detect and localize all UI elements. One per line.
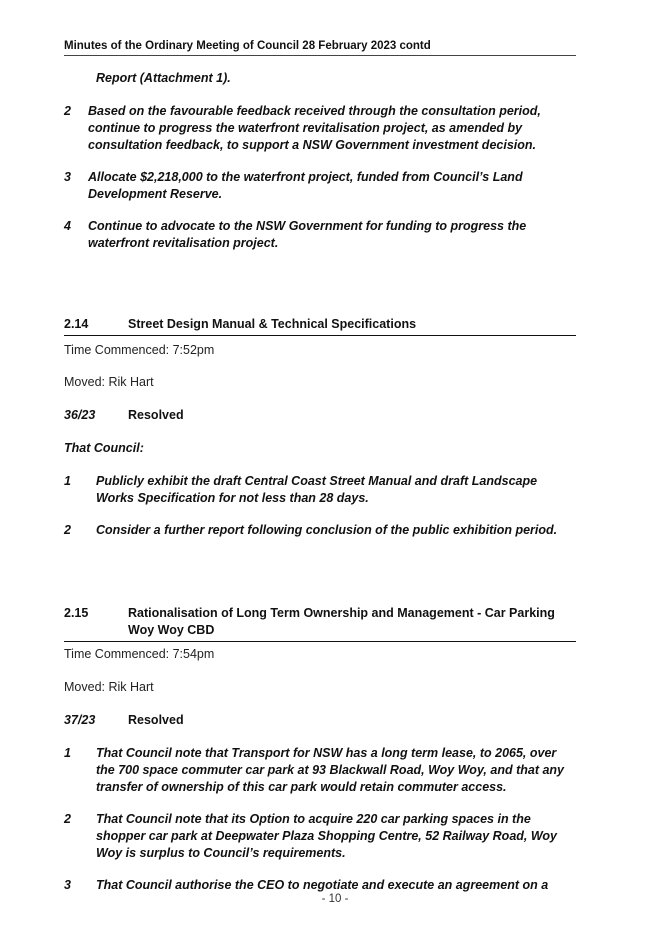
list-item-text: Allocate $2,218,000 to the waterfront project, funded from Council’s Land Development Reserve. bbox=[88, 170, 523, 201]
list-item-text: Consider a further report following conclusion of the public exhibition period. bbox=[96, 523, 558, 537]
list-item-text: That Council note that its Option to acquire 220 car parking spaces in the shopper car park at Deepwater Plaza Shopping Centre, 52 Railway Road, Woy Woy is surplus to Council’s requirements. bbox=[96, 812, 558, 860]
moved-by: Moved: Rik Hart bbox=[64, 680, 154, 694]
section-heading-2-15 bbox=[64, 605, 576, 642]
list-item-number: 3 bbox=[64, 878, 71, 892]
list-item-number: 2 bbox=[64, 523, 71, 537]
section-title: Street Design Manual & Technical Specifications bbox=[128, 317, 417, 331]
page-header: Minutes of the Ordinary Meeting of Council 28 February 2023 contd bbox=[64, 40, 576, 56]
section-title: Rationalisation of Long Term Ownership and Management - Car Parking Woy Woy CBD bbox=[128, 606, 555, 637]
list-item-text: Based on the favourable feedback received through the consultation period, continue to progress the waterfront revitalisation project, as amended by consultation feedback, to support a NSW Government investment decision. bbox=[88, 104, 541, 152]
list-item-number: 2 bbox=[64, 104, 71, 118]
resolution-number: 37/23 bbox=[64, 713, 96, 727]
continuation-text: Report (Attachment 1). bbox=[96, 71, 231, 85]
list-item-text: Publicly exhibit the draft Central Coast Street Manual and draft Landscape Works Specification for not less than 28 days. bbox=[96, 474, 538, 505]
list-item-text: That Council note that Transport for NSW has a long term lease, to 2065, over the 700 space commuter car park at 93 Blackwall Road, Woy Woy, and that any transfer of ownership of this car park would retain commuter access. bbox=[96, 746, 564, 794]
section-number: 2.14 bbox=[64, 317, 89, 331]
list-item-number: 3 bbox=[64, 170, 71, 184]
resolution-number: 36/23 bbox=[64, 408, 96, 422]
list-item-number: 1 bbox=[64, 474, 71, 488]
time-commenced: Time Commenced: 7:54pm bbox=[64, 647, 215, 661]
moved-by: Moved: Rik Hart bbox=[64, 375, 154, 389]
list-item-number: 1 bbox=[64, 746, 71, 760]
resolution-label: Resolved bbox=[128, 713, 184, 727]
resolution-intro: That Council: bbox=[64, 441, 144, 455]
resolution-label: Resolved bbox=[128, 408, 184, 422]
list-item-text: Continue to advocate to the NSW Government for funding to progress the waterfront revitalisation project. bbox=[88, 219, 527, 250]
list-item-number: 2 bbox=[64, 812, 71, 826]
list-item-text: That Council authorise the CEO to negotiate and execute an agreement on a bbox=[96, 878, 549, 892]
list-item-number: 4 bbox=[64, 219, 71, 233]
time-commenced: Time Commenced: 7:52pm bbox=[64, 343, 215, 357]
section-heading-2-14 bbox=[64, 316, 576, 336]
page-number: - 10 - bbox=[321, 893, 349, 905]
section-number: 2.15 bbox=[64, 606, 89, 620]
